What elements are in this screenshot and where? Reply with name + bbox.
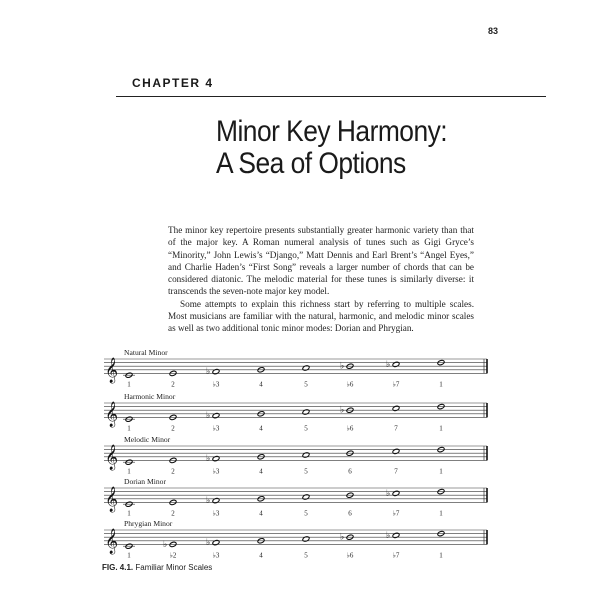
staff-5 <box>104 519 487 559</box>
whole-note <box>302 365 310 371</box>
scale-degree: 4 <box>259 551 263 560</box>
scale-degree: 5 <box>304 467 308 476</box>
whole-note <box>392 490 400 496</box>
scale-degree: 1 <box>127 509 131 518</box>
flat-icon: ♭ <box>386 358 391 369</box>
staff-4 <box>104 477 487 517</box>
whole-note <box>302 452 310 458</box>
scale-name: Melodic Minor <box>124 435 171 444</box>
scale-degree: ♭3 <box>212 467 220 476</box>
flat-icon: ♭ <box>206 495 211 506</box>
whole-note <box>212 497 220 503</box>
staff-2 <box>104 392 487 432</box>
scale-degree: 4 <box>259 509 263 518</box>
scale-degree: 5 <box>304 509 308 518</box>
scale-degree: ♭3 <box>212 380 220 389</box>
scale-degree: 4 <box>259 467 263 476</box>
figure-caption <box>102 563 212 572</box>
whole-note <box>302 536 310 542</box>
scale-degree: 6 <box>348 467 352 476</box>
figure-caption-text: Familiar Minor Scales <box>135 563 213 572</box>
scale-degree: 1 <box>127 551 131 560</box>
scale-degree: 7 <box>394 424 398 433</box>
flat-icon: ♭ <box>206 537 211 548</box>
paragraph-2: Some attempts to explain this richness start by referring to multiple scales. Most musicians are familiar with the natural, harmonic, and melodic minor scales as well as two additional tonic minor modes: Dorian and Phrygian. <box>168 298 474 334</box>
whole-note <box>302 409 310 415</box>
scale-degree: 2 <box>171 424 175 433</box>
chapter-label: CHAPTER 4 <box>132 76 214 90</box>
scale-degree: ♭6 <box>346 424 354 433</box>
whole-note <box>302 494 310 500</box>
scale-degree: ♭6 <box>346 380 354 389</box>
scale-name: Dorian Minor <box>124 477 166 486</box>
scale-degree: ♭3 <box>212 424 220 433</box>
treble-clef-icon: 𝄞 <box>105 527 119 553</box>
scale-degree: 4 <box>259 424 263 433</box>
flat-icon: ♭ <box>206 410 211 421</box>
staff-3 <box>104 435 487 475</box>
scale-degree: 1 <box>439 509 443 518</box>
flat-icon: ♭ <box>340 360 345 371</box>
scale-degree: 1 <box>127 380 131 389</box>
treble-clef-icon: 𝄞 <box>105 356 119 382</box>
whole-note <box>212 539 220 545</box>
scale-degree: ♭3 <box>212 509 220 518</box>
flat-icon: ♭ <box>163 538 168 549</box>
scale-name: Phrygian Minor <box>124 519 173 528</box>
flat-icon: ♭ <box>206 453 211 464</box>
scale-degree: ♭6 <box>346 551 354 560</box>
scale-degree: ♭7 <box>392 551 400 560</box>
scale-degree: 6 <box>348 509 352 518</box>
staff-1 <box>104 348 487 388</box>
scale-degree: 5 <box>304 380 308 389</box>
scale-degree: 1 <box>127 467 131 476</box>
treble-clef-icon: 𝄞 <box>105 485 119 511</box>
scale-degree: 2 <box>171 467 175 476</box>
flat-icon: ♭ <box>340 531 345 542</box>
scale-degree: 1 <box>439 380 443 389</box>
treble-clef-icon: 𝄞 <box>105 443 119 469</box>
scale-degree: ♭7 <box>392 380 400 389</box>
scale-name: Harmonic Minor <box>124 392 176 401</box>
chapter-title-line-1: Minor Key Harmony: <box>216 115 448 148</box>
scale-degree: 1 <box>439 551 443 560</box>
scale-degree: 1 <box>439 467 443 476</box>
paragraph-1: The minor key repertoire presents substantially greater harmonic variety than that of the major key. A Roman numeral analysis of tunes such as Gigi Gryce’s “Minority,” John Lewis’s “Django,” Matt Dennis and Earl Brent’s “Angel Eyes,” and Charlie Haden’s “First Song” reveals a larger number of chords that can be considered diatonic. The melodic material for these tunes is similarly diverse: it transcends the seven-note major key model. <box>168 225 474 297</box>
whole-note <box>212 368 220 374</box>
figure-number: FIG. 4.1. <box>102 563 134 572</box>
scale-degree: 2 <box>171 509 175 518</box>
whole-note <box>212 455 220 461</box>
scale-degree: 2 <box>171 380 175 389</box>
scale-degree: 4 <box>259 380 263 389</box>
chapter-title-line-2: A Sea of Options <box>216 147 406 180</box>
flat-icon: ♭ <box>340 404 345 415</box>
whole-note <box>392 448 400 454</box>
whole-note <box>392 405 400 411</box>
flat-icon: ♭ <box>206 366 211 377</box>
scale-degree: 5 <box>304 551 308 560</box>
scale-degree: 5 <box>304 424 308 433</box>
whole-note <box>392 532 400 538</box>
whole-note <box>212 412 220 418</box>
treble-clef-icon: 𝄞 <box>105 400 119 426</box>
whole-note <box>392 361 400 367</box>
scale-degree: 1 <box>127 424 131 433</box>
scale-degree: 7 <box>394 467 398 476</box>
scale-degree: ♭2 <box>169 551 177 560</box>
scale-degree: ♭7 <box>392 509 400 518</box>
scale-degree: ♭3 <box>212 551 220 560</box>
scale-name: Natural Minor <box>124 348 168 357</box>
flat-icon: ♭ <box>386 487 391 498</box>
page-number: 83 <box>487 26 498 36</box>
flat-icon: ♭ <box>386 529 391 540</box>
scale-degree: 1 <box>439 424 443 433</box>
